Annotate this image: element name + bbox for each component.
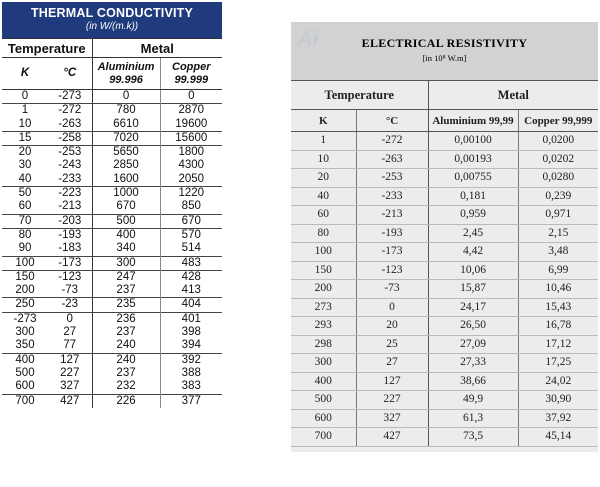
- electrical-resistivity-table: [291, 22, 598, 452]
- thermal-cell-celsius: -173: [48, 256, 92, 270]
- table-row: [291, 298, 598, 317]
- thermal-cell-kelvin: 60: [18, 200, 32, 213]
- thermal-cell-kelvin: 20: [2, 146, 48, 160]
- thermal-cell-aluminium: 500: [92, 214, 160, 228]
- thermal-cell-aluminium: 237: [92, 326, 160, 339]
- table-row: [2, 228, 222, 242]
- table-row: [2, 326, 222, 339]
- electrical-cell-aluminium: 0,00100: [428, 132, 518, 151]
- electrical-cell-kelvin: 20: [291, 169, 356, 188]
- thermal-cell-aluminium: 237: [92, 284, 160, 298]
- table-row: [291, 280, 598, 299]
- thermal-cell-copper: 404: [160, 298, 222, 312]
- electrical-cell-copper: 24,02: [518, 372, 598, 391]
- electrical-cell-aluminium: 0,181: [428, 187, 518, 206]
- electrical-cell-celsius: -173: [356, 243, 428, 262]
- electrical-cell-aluminium: 49,9: [428, 391, 518, 410]
- electrical-cell-aluminium: 0,00193: [428, 150, 518, 169]
- thermal-cell-aluminium: 6610: [92, 118, 160, 132]
- electrical-cell-copper: 17,12: [518, 335, 598, 354]
- thermal-col-copper-name: Copper: [172, 60, 211, 73]
- electrical-cell-celsius: -73: [356, 280, 428, 299]
- table-row: [2, 256, 222, 270]
- table-row: [291, 224, 598, 243]
- thermal-cell-aluminium: 1600: [92, 173, 160, 187]
- thermal-cell-copper: 383: [181, 380, 201, 393]
- thermal-cell-kelvin: 50: [2, 187, 48, 201]
- electrical-temperature-header: Temperature: [291, 81, 428, 110]
- thermal-cell-copper: 15600: [160, 131, 222, 145]
- table-row: [291, 206, 598, 225]
- thermal-cell-kelvin: 90: [18, 242, 32, 255]
- electrical-cell-aluminium: 26,50: [428, 317, 518, 336]
- thermal-cell-celsius: -258: [48, 131, 92, 145]
- table-row: [2, 131, 222, 145]
- electrical-cell-aluminium: 15,87: [428, 280, 518, 299]
- electrical-cell-aluminium: 27,33: [428, 354, 518, 373]
- electrical-cell-kelvin: 298: [291, 335, 356, 354]
- thermal-cell-copper: 2050: [178, 172, 205, 185]
- thermal-cell-celsius: -272: [48, 104, 92, 118]
- thermal-cell-kelvin: 40: [18, 172, 32, 185]
- electrical-cell-kelvin: 500: [291, 391, 356, 410]
- electrical-metal-header: Metal: [428, 81, 598, 110]
- thermal-cell-copper: 388: [181, 366, 201, 379]
- electrical-cell-copper: 0,0202: [518, 150, 598, 169]
- thermal-cell-celsius: 77: [48, 339, 92, 353]
- thermal-title: THERMAL CONDUCTIVITY: [30, 6, 194, 20]
- electrical-col-c: °C: [356, 110, 428, 132]
- electrical-cell-copper: 6,99: [518, 261, 598, 280]
- thermal-cell-copper: 428: [160, 270, 222, 284]
- thermal-cell-copper: 377: [160, 394, 222, 408]
- electrical-cell-celsius: -263: [356, 150, 428, 169]
- thermal-cell-kelvin: 80: [2, 228, 48, 242]
- table-row: [2, 159, 222, 172]
- thermal-col-copper-purity: 99.999: [174, 73, 209, 86]
- thermal-cell-celsius: -263: [48, 118, 92, 132]
- table-row: [291, 317, 598, 336]
- electrical-cell-celsius: 25: [356, 335, 428, 354]
- electrical-col-k: K: [291, 110, 356, 132]
- thermal-cell-copper: 570: [160, 228, 222, 242]
- thermal-cell-copper: 4300: [178, 159, 205, 172]
- thermal-cell-kelvin: 500: [15, 366, 35, 379]
- thermal-cell-celsius: -223: [48, 187, 92, 201]
- electrical-cell-aluminium: 10,06: [428, 261, 518, 280]
- thermal-cell-kelvin: 15: [2, 131, 48, 145]
- table-row: [2, 214, 222, 228]
- table-row: [2, 200, 222, 214]
- electrical-cell-copper: 17,25: [518, 354, 598, 373]
- electrical-cell-aluminium: 0,00755: [428, 169, 518, 188]
- electrical-cell-celsius: -123: [356, 261, 428, 280]
- table-row: [2, 380, 222, 394]
- electrical-data-table: [291, 80, 598, 447]
- electrical-cell-copper: 10,46: [518, 280, 598, 299]
- electrical-cell-copper: 0,239: [518, 187, 598, 206]
- thermal-cell-celsius: -253: [48, 146, 92, 160]
- thermal-cell-kelvin: 10: [18, 117, 32, 130]
- electrical-cell-celsius: -233: [356, 187, 428, 206]
- electrical-cell-celsius: 327: [356, 409, 428, 428]
- thermal-header: [2, 2, 222, 38]
- electrical-cell-copper: 0,0200: [518, 132, 598, 151]
- electrical-cell-celsius: 27: [356, 354, 428, 373]
- electrical-cell-kelvin: 600: [291, 409, 356, 428]
- thermal-cell-aluminium: 247: [92, 270, 160, 284]
- thermal-cell-aluminium: 340: [92, 242, 160, 256]
- table-row: [291, 150, 598, 169]
- thermal-cell-copper: 850: [181, 200, 201, 213]
- electrical-cell-celsius: 20: [356, 317, 428, 336]
- thermal-cell-aluminium: 1000: [92, 187, 160, 201]
- thermal-cell-celsius: 27: [48, 326, 92, 339]
- thermal-cell-copper: 1800: [160, 146, 222, 160]
- thermal-cell-kelvin: 1: [2, 104, 48, 118]
- electrical-body: [291, 132, 598, 447]
- electrical-cell-aluminium: 4,42: [428, 243, 518, 262]
- thermal-cell-aluminium: 670: [92, 200, 160, 214]
- electrical-cell-aluminium: 61,3: [428, 409, 518, 428]
- thermal-cell-celsius: -73: [48, 284, 92, 298]
- thermal-cell-copper: 483: [160, 256, 222, 270]
- electrical-cell-kelvin: 100: [291, 243, 356, 262]
- thermal-cell-copper: 1220: [160, 187, 222, 201]
- thermal-col-aluminium-purity: 99.996: [109, 73, 143, 86]
- electrical-cell-celsius: 227: [356, 391, 428, 410]
- thermal-cell-aluminium: 0: [92, 90, 160, 104]
- table-row: [291, 391, 598, 410]
- thermal-cell-aluminium: 2850: [92, 159, 160, 172]
- electrical-cell-aluminium: 73,5: [428, 428, 518, 447]
- electrical-cell-kelvin: 1: [291, 132, 356, 151]
- electrical-cell-copper: 37,92: [518, 409, 598, 428]
- electrical-cell-copper: 15,43: [518, 298, 598, 317]
- table-row: [291, 372, 598, 391]
- table-row: [2, 339, 222, 353]
- thermal-cell-aluminium: 240: [92, 353, 160, 367]
- electrical-header: [291, 22, 598, 80]
- table-row: [291, 409, 598, 428]
- electrical-cell-kelvin: 273: [291, 298, 356, 317]
- thermal-cell-celsius: -273: [48, 90, 92, 104]
- thermal-temperature-header: Temperature: [2, 39, 92, 58]
- thermal-cell-aluminium: 240: [92, 339, 160, 353]
- thermal-col-aluminium-name: Aluminium: [97, 60, 155, 73]
- electrical-cell-aluminium: 38,66: [428, 372, 518, 391]
- watermark-logo: Ai: [297, 26, 319, 51]
- table-row: [291, 428, 598, 447]
- thermal-cell-celsius: -123: [48, 270, 92, 284]
- thermal-conductivity-table: [2, 2, 222, 408]
- table-row: [2, 284, 222, 298]
- thermal-cell-copper: 392: [160, 353, 222, 367]
- table-row: [291, 187, 598, 206]
- electrical-cell-celsius: -253: [356, 169, 428, 188]
- electrical-cell-copper: 30,90: [518, 391, 598, 410]
- thermal-cell-copper: 514: [181, 242, 201, 255]
- electrical-cell-kelvin: 293: [291, 317, 356, 336]
- thermal-cell-copper: 394: [181, 339, 201, 352]
- thermal-cell-aluminium: 5650: [92, 146, 160, 160]
- thermal-cell-aluminium: 235: [92, 298, 160, 312]
- thermal-cell-celsius: -183: [48, 242, 92, 256]
- thermal-cell-celsius: -243: [48, 159, 92, 172]
- thermal-metal-header: Metal: [92, 39, 222, 58]
- electrical-cell-copper: 0,971: [518, 206, 598, 225]
- thermal-cell-aluminium: 226: [92, 394, 160, 408]
- thermal-cell-copper: 670: [160, 214, 222, 228]
- thermal-cell-kelvin: 400: [2, 353, 48, 367]
- electrical-cell-celsius: -213: [356, 206, 428, 225]
- electrical-cell-copper: 3,48: [518, 243, 598, 262]
- thermal-cell-copper: 401: [160, 312, 222, 326]
- electrical-col-aluminium: Aluminium 99,99: [428, 110, 518, 132]
- table-row: [291, 354, 598, 373]
- electrical-unit: [in 10⁸ W.m]: [422, 53, 467, 63]
- thermal-cell-kelvin: 150: [2, 270, 48, 284]
- electrical-cell-kelvin: 700: [291, 428, 356, 447]
- thermal-body: [2, 90, 222, 408]
- electrical-cell-copper: 45,14: [518, 428, 598, 447]
- table-row: [291, 335, 598, 354]
- electrical-cell-celsius: 427: [356, 428, 428, 447]
- table-row: [291, 243, 598, 262]
- thermal-cell-kelvin: 200: [15, 284, 35, 297]
- table-row: [2, 146, 222, 160]
- table-row: [2, 118, 222, 132]
- thermal-cell-copper: 413: [181, 284, 201, 297]
- thermal-cell-celsius: -203: [48, 214, 92, 228]
- thermal-cell-celsius: 0: [48, 312, 92, 326]
- thermal-cell-kelvin: 70: [2, 214, 48, 228]
- thermal-cell-aluminium: 236: [92, 312, 160, 326]
- thermal-cell-kelvin: 600: [15, 380, 35, 393]
- table-row: [2, 394, 222, 408]
- electrical-cell-copper: 0,0280: [518, 169, 598, 188]
- thermal-cell-aluminium: 780: [92, 104, 160, 118]
- table-row: [291, 169, 598, 188]
- table-row: [291, 132, 598, 151]
- table-row: [2, 270, 222, 284]
- thermal-cell-celsius: -233: [48, 173, 92, 187]
- electrical-cell-copper: 2,15: [518, 224, 598, 243]
- thermal-col-c: °C: [48, 58, 92, 90]
- thermal-cell-kelvin: 250: [2, 298, 48, 312]
- thermal-cell-copper: 2870: [160, 104, 222, 118]
- thermal-col-copper: [160, 58, 222, 90]
- electrical-cell-celsius: -272: [356, 132, 428, 151]
- table-row: [2, 173, 222, 187]
- thermal-unit: (in W/(m.k)): [85, 21, 139, 32]
- table-row: [291, 261, 598, 280]
- thermal-cell-celsius: -193: [48, 228, 92, 242]
- electrical-cell-kelvin: 150: [291, 261, 356, 280]
- thermal-cell-aluminium: 300: [92, 256, 160, 270]
- thermal-cell-kelvin: 300: [15, 326, 35, 339]
- electrical-cell-aluminium: 2,45: [428, 224, 518, 243]
- table-row: [2, 242, 222, 256]
- thermal-cell-celsius: 127: [48, 353, 92, 367]
- thermal-cell-copper: 0: [188, 90, 195, 102]
- thermal-cell-kelvin: 30: [18, 159, 32, 172]
- table-row: [2, 90, 222, 104]
- table-row: [2, 298, 222, 312]
- thermal-cell-kelvin: 100: [2, 256, 48, 270]
- table-row: [2, 353, 222, 367]
- electrical-cell-celsius: 0: [356, 298, 428, 317]
- electrical-cell-aluminium: 24,17: [428, 298, 518, 317]
- electrical-cell-kelvin: 40: [291, 187, 356, 206]
- thermal-cell-kelvin: 700: [2, 394, 48, 408]
- thermal-cell-aluminium: 400: [92, 228, 160, 242]
- thermal-cell-copper: 19600: [175, 117, 208, 130]
- thermal-col-aluminium: [92, 58, 160, 90]
- electrical-title: ELECTRICAL RESISTIVITY: [361, 36, 528, 50]
- electrical-cell-copper: 16,78: [518, 317, 598, 336]
- electrical-cell-kelvin: 300: [291, 354, 356, 373]
- thermal-cell-aluminium: 7020: [92, 131, 160, 145]
- thermal-cell-kelvin: 350: [15, 339, 35, 352]
- electrical-cell-kelvin: 400: [291, 372, 356, 391]
- electrical-cell-kelvin: 80: [291, 224, 356, 243]
- thermal-col-k: K: [2, 58, 48, 90]
- electrical-cell-celsius: 127: [356, 372, 428, 391]
- thermal-cell-celsius: -213: [48, 200, 92, 214]
- thermal-cell-celsius: 327: [48, 380, 92, 394]
- thermal-cell-kelvin: -273: [2, 312, 48, 326]
- table-row: [2, 187, 222, 201]
- table-row: [2, 312, 222, 326]
- electrical-cell-kelvin: 10: [291, 150, 356, 169]
- thermal-data-table: [2, 38, 222, 408]
- electrical-cell-kelvin: 200: [291, 280, 356, 299]
- thermal-cell-celsius: 427: [48, 394, 92, 408]
- thermal-cell-kelvin: 0: [21, 90, 29, 102]
- electrical-cell-aluminium: 27,09: [428, 335, 518, 354]
- table-row: [2, 367, 222, 380]
- thermal-cell-copper: 398: [181, 326, 201, 339]
- electrical-cell-celsius: -193: [356, 224, 428, 243]
- electrical-cell-kelvin: 60: [291, 206, 356, 225]
- electrical-col-copper: Copper 99,999: [518, 110, 598, 132]
- thermal-cell-celsius: 227: [48, 367, 92, 380]
- thermal-cell-aluminium: 237: [92, 367, 160, 380]
- thermal-cell-celsius: -23: [48, 298, 92, 312]
- table-row: [2, 104, 222, 118]
- thermal-cell-aluminium: 232: [92, 380, 160, 394]
- electrical-cell-aluminium: 0,959: [428, 206, 518, 225]
